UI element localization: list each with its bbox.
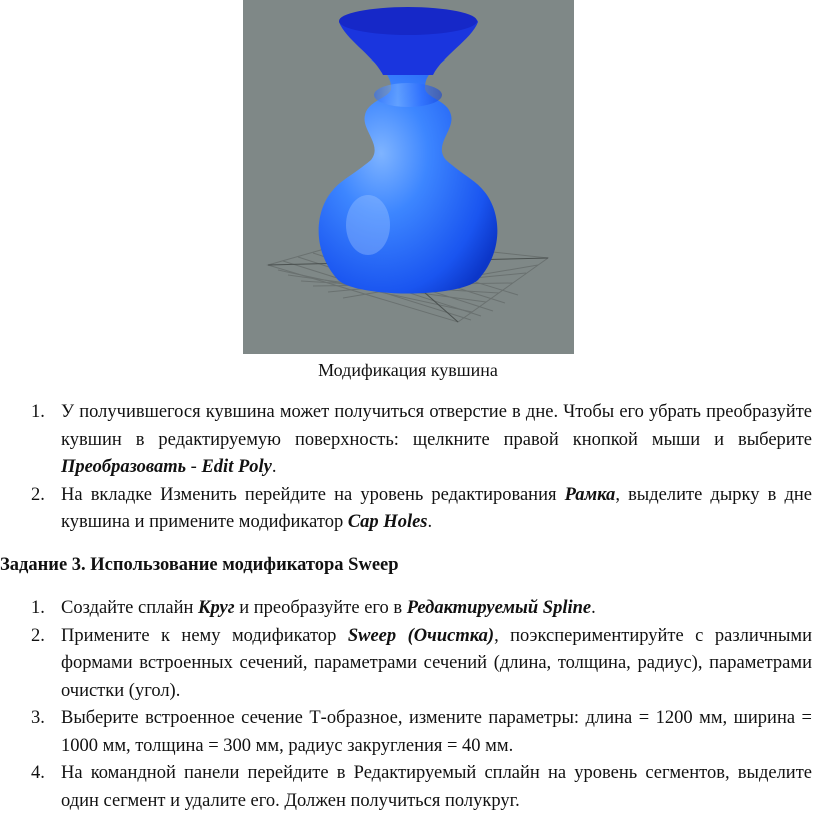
emphasis-text: Преобразовать <box>61 457 187 477</box>
list-item-text: и преобразуйте его в <box>234 598 407 618</box>
list-item-number: 2. <box>31 484 45 505</box>
list-item <box>0 705 816 760</box>
list-item-text: . <box>427 512 433 532</box>
steps-list-2 <box>0 595 816 815</box>
figure-caption: Модификация кувшина <box>318 360 498 380</box>
list-item-number: 1. <box>31 598 45 618</box>
emphasis-text: Edit Poly <box>201 457 272 477</box>
steps-list-1 <box>0 399 816 537</box>
list-item-number: 3. <box>31 708 45 728</box>
vase-model <box>319 7 498 294</box>
emphasis-text: Sweep (Очистка) <box>347 625 495 646</box>
list-item <box>0 482 816 537</box>
list-item-number: 1. <box>31 402 45 422</box>
list-item-text: . <box>271 457 277 477</box>
list-item-number: 2. <box>31 625 45 646</box>
emphasis-text: Круг <box>198 598 235 618</box>
list-item-number: 4. <box>31 763 45 783</box>
list-item-text: На вкладке Изменить перейдите на уровень редактирования <box>61 484 565 505</box>
vase-3d-viewport <box>243 0 574 354</box>
list-item <box>0 595 816 623</box>
section-heading: Задание 3. Использование модификатора Sweep <box>0 555 399 575</box>
list-item-text: На командной панели перейдите в Редактируемый сплайн на уровень сегментов, выделите один сегмент и удалите его. Должен получиться полукруг. <box>61 763 812 811</box>
vase-render-image <box>243 0 574 354</box>
list-item <box>0 399 816 482</box>
emphasis-text: Редактируемый Spline <box>406 598 592 618</box>
list-item-text: У получившегося кувшина может получиться отверстие в дне. Чтобы его убрать преобразуйте кувшин в редактируемую поверхность: щелкните правой кнопкой мыши и выберите <box>61 402 812 450</box>
list-item <box>0 623 816 706</box>
list-item-text: Примените к нему модификатор <box>61 625 348 646</box>
list-item-text: , поэкспериментируйте с различными формами встроенных сечений, параметрами сечений (длина, толщина, радиус), параметрами очистки (угол). <box>61 625 812 701</box>
list-item-text: Создайте сплайн <box>61 598 198 618</box>
list-item-text: , выделите дырку в дне кувшина и примените модификатор <box>61 484 812 532</box>
list-item-text: . <box>591 598 596 618</box>
emphasis-text: Cap Holes <box>347 512 428 532</box>
list-item-text: - <box>186 457 202 477</box>
list-item-text: Выберите встроенное сечение Т-образное, измените параметры: длина = 1200 мм, ширина = 1000 мм, толщина = 300 мм, радиус закругления = 40 мм. <box>61 708 812 756</box>
emphasis-text: Рамка <box>564 484 616 505</box>
list-item <box>0 760 816 815</box>
